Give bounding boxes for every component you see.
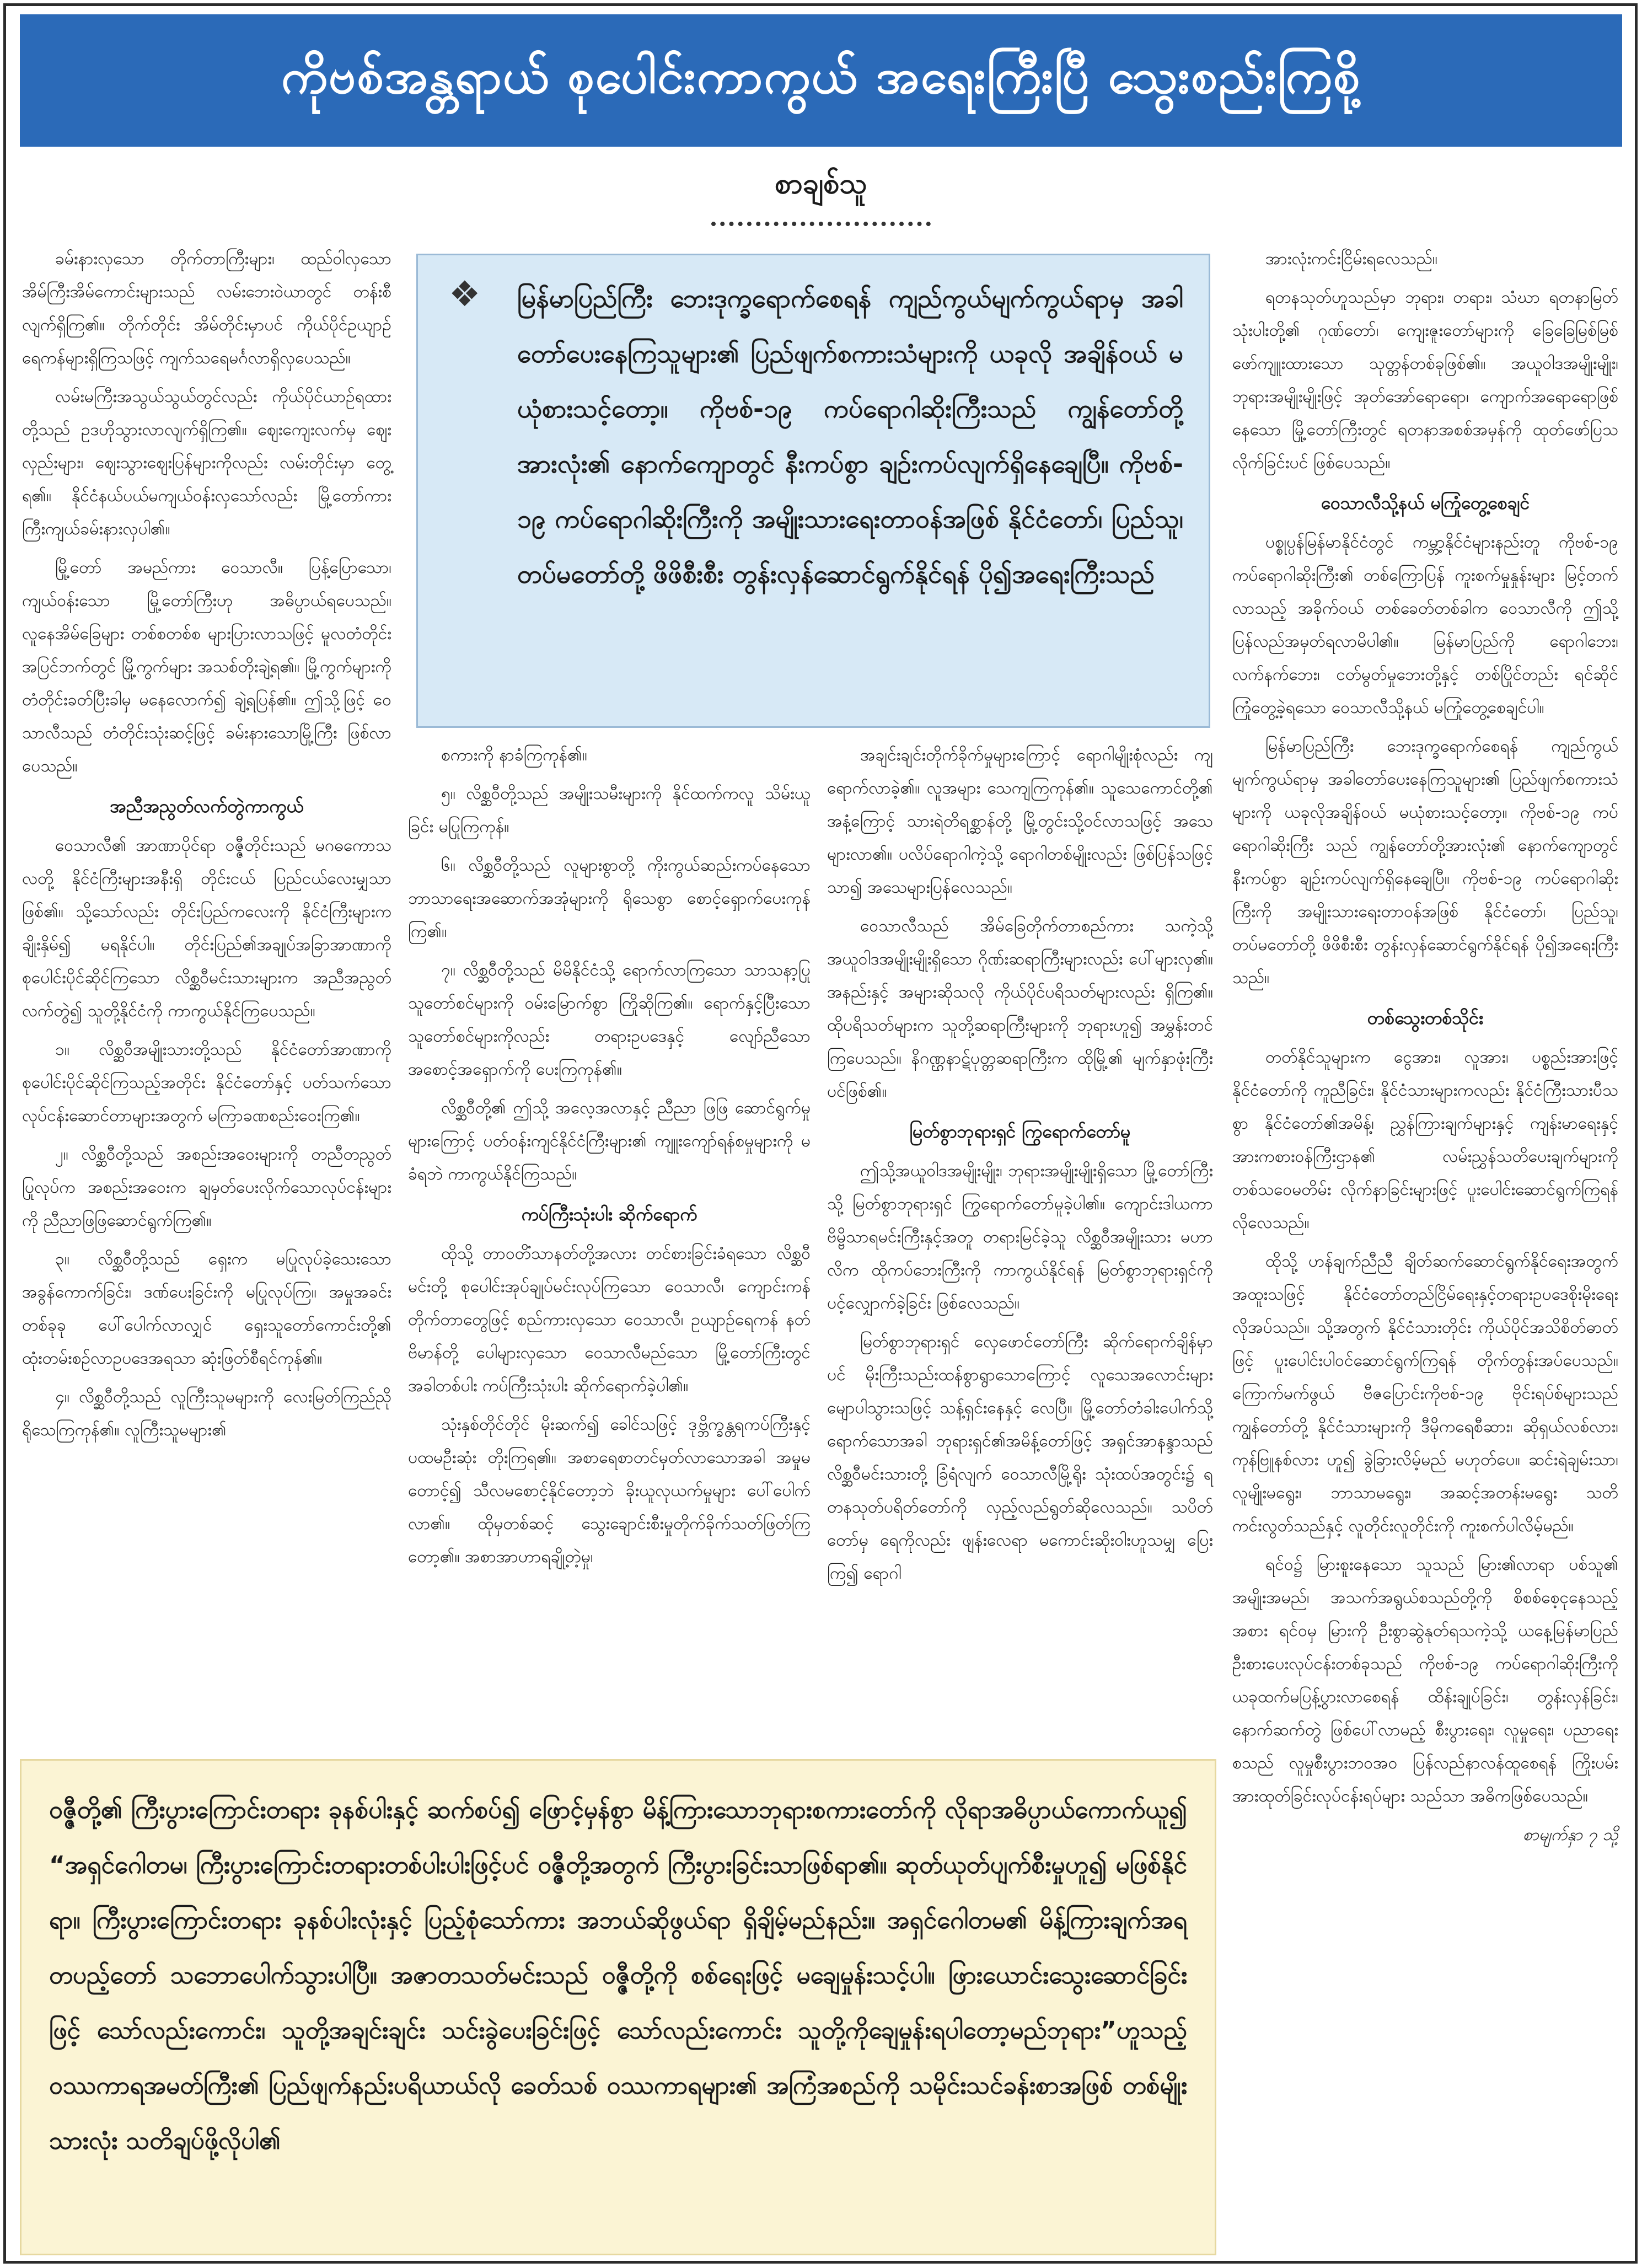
paragraph: ၄။ လိစ္ဆဝီတို့သည် လူကြီးသူမများကို လေးမြတ်ကြည်ညိုရိုသေကြကုန်၏။ လူကြီးသူမများ၏ bbox=[22, 1387, 391, 1440]
title-banner bbox=[20, 14, 1622, 147]
paragraph: အားလုံးကင်းငြိမ်းရလေသည်။ bbox=[1265, 249, 1438, 269]
left-column bbox=[22, 243, 391, 1452]
middle-column-2 bbox=[827, 739, 1213, 1596]
paragraph: စကားကို နာခံကြကုန်၏။ bbox=[441, 746, 587, 765]
paragraph: ၅။ လိစ္ဆဝီတို့သည် အမျိုးသမီးများကို နိုင်ထက်ကလူ သိမ်းယူခြင်း မပြုကြကုန်။ bbox=[408, 784, 811, 837]
paragraph: ၆။ လိစ္ဆဝီတို့သည် လူများစွာတို့ ကိုးကွယ်ဆည်းကပ်နေသော ဘာသာရေးအဆောက်အအုံများကို ရိုသေစွာ စောင့်ရှောက်ပေးကုန်ကြ၏။ bbox=[408, 856, 811, 941]
byline-dots bbox=[711, 215, 931, 226]
section-heading: မြတ်စွာဘုရားရှင် ကြွရောက်တော်မူ bbox=[909, 1121, 1131, 1142]
paragraph: ၂။ လိစ္ဆဝီတို့သည် အစည်းအဝေးများကို တညီတညွတ်ပြုလုပ်က အစည်းအဝေးက ချမှတ်ပေးလိုက်သောလုပ်ငန်းများကို ညီညာဖြဖြဆောင်ရွက်ကြ၏။ bbox=[22, 1145, 391, 1230]
paragraph: ၁။ လိစ္ဆဝီအမျိုးသားတို့သည် နိုင်ငံတော်အာဏာကို စုပေါင်းပိုင်ဆိုင်ကြသည့်အတိုင်း နိုင်ငံတော်နှင့် ပတ်သက်သော လုပ်ငန်းဆောင်တာများအတွက် မကြာခဏစည်းဝေးကြ၏။ bbox=[22, 1040, 391, 1125]
paragraph: လမ်းမကြီးအသွယ်သွယ်တွင်လည်း ကိုယ်ပိုင်ယာဉ်ရထားတို့သည် ဥဒဟိုသွားလာလျက်ရှိကြ၏။ ဈေးကျေးလက်မှ ဈေးလှည်းများ၊ ဈေးသွားဈေးပြန်များကိုလည်း လမ်းတိုင်းမှာ တွေ့ရ၏။ နိုင်ငံနယ်ပယ်မကျယ်ဝန်းလှသော်လည်း မြို့တော်ကား ကြီးကျယ်ခမ်းနားလှပါ၏။ bbox=[22, 387, 391, 539]
paragraph: ထိုသို့ တာဝတိံသာနတ်တို့အလား တင်စားခြင်းခံရသော လိစ္ဆဝီမင်းတို့ စုပေါင်းအုပ်ချုပ်မင်းလုပ်ကြသော ဝေသာလီ၊ ကျောင်းကန်တိုက်တာတွေဖြင့် စည်ကားလှသော ဝေသာလီ၊ ဥယျာဉ်ရေကန် နတ်ဗိမာန်တို့ ပေါများလှသော ဝေသာလီမည်သော မြို့တော်ကြီးတွင် အခါတစ်ပါး ကပ်ကြီးသုံးပါး ဆိုက်ရောက်ခဲ့ပါ၏။ bbox=[408, 1244, 811, 1396]
diamond-bullet-icon: ❖ bbox=[449, 274, 481, 315]
paragraph: သုံးနှစ်တိုင်တိုင် မိုးဆက်၍ ခေါင်သဖြင့် ဒုဗ္ဘိက္ခန္တရကပ်ကြီးနှင့် ပထမဦးဆုံး တိုးကြရ၏။ အစာရေစာတင်မှတ်လာသောအခါ အမှုမတောင့်၍ သီလမစောင့်နိုင်တော့ဘဲ ခိုးယူလုယက်မှုများ ပေါ်ပေါက်လာ၏။ ထိုမှတစ်ဆင့် သွေးချောင်းစီးမှုတိုက်ခိုက်သတ်ဖြတ်ကြတော့၏။ အစာအာဟာရချို့တဲ့မှု၊ bbox=[408, 1415, 811, 1567]
quote-box bbox=[20, 1759, 1216, 2255]
lead-text: မြန်မာပြည်ကြီး ဘေးဒုက္ခရောက်စေရန် ကျည်ကွယ်မျက်ကွယ်ရာမှ အခါတော်ပေးနေကြသူများ၏ ပြည်ဖျက်စကားသံများကို ယခုလို အချိန်ဝယ် မယုံစားသင့်တော့။ ကိုဗစ်-၁၉ ကပ်ရောဂါဆိုးကြီးသည် ကျွန်တော်တို့အားလုံး၏ နောက်ကျောတွင် နီးကပ်စွာ ချဉ်းကပ်လျက်ရှိနေချေပြီ။ ကိုဗစ်- ၁၉ ကပ်ရောဂါဆိုးကြီးကို အမျိုးသားရေးတာဝန်အဖြစ် နိုင်ငံတော်၊ ပြည်သူ၊ တပ်မတော်တို့ ဖိဖိစီးစီး တွန်းလှန်ဆောင်ရွက်နိုင်ရန် ပို၍အရေးကြီးသည် bbox=[517, 283, 1183, 589]
byline: စာချစ်သူ bbox=[775, 167, 867, 200]
paragraph: ဤသို့အယူဝါဒအမျိုးမျိုး၊ ဘုရားအမျိုးမျိုးရှိသော မြို့တော်ကြီးသို့ မြတ်စွာဘုရားရှင် ကြွရောက်တော်မူခဲ့ပါ၏။ ကျောင်းဒါယကာ ဗိမ္ဗိသာရမင်းကြီးနှင့်အတူ တရားမြင်ခဲ့သူ လိစ္ဆဝီအမျိုးသား မဟာလိက ထိုကပ်ဘေးကြီးကို ကာကွယ်နိုင်ရန် မြတ်စွာဘုရားရှင်ကို ပင့်လျှောက်ခဲ့ခြင်း ဖြစ်လေသည်။ bbox=[827, 1161, 1213, 1313]
paragraph: မြတ်စွာဘုရားရှင် လှေဖောင်တော်ကြီး ဆိုက်ရောက်ချိန်မှာပင် မိုးကြီးသည်းထန်စွာရွာသောကြောင့် လူသေအလောင်းများ မျောပါသွားသဖြင့် သန့်ရှင်းနေနှင့် လေပြီ။ မြို့တော်တံခါးပေါက်သို့ ရောက်သောအခါ ဘုရားရှင်၏အမိန့်တော်ဖြင့် အရှင်အာနန္ဒာသည် လိစ္ဆဝီမင်းသားတို့ ခြံရံလျက် ဝေသာလီမြို့ရိုး သုံးထပ်အတွင်း၌ ရတနသုတ်ပရိတ်တော်ကို လှည့်လည်ရွတ်ဆိုလေသည်။ သပိတ်တော်မှ ရေကိုလည်း ဖျန်းလေရာ မကောင်းဆိုးဝါးဟူသမျှ ပြေးကြ၍ ရောဂါ bbox=[827, 1332, 1213, 1583]
paragraph: ဝေသာလီ၏ အာဏာပိုင်ရာ ဝဇ္ဇီတိုင်းသည် မဂဓကောသလတို့ နိုင်ငံကြီးများအနီးရှိ တိုင်းငယ် ပြည်ငယ်လေးမျှသာ ဖြစ်၏။ သို့သော်လည်း တိုင်းပြည်ကလေးကို နိုင်ငံကြီးများက ချိုးနှိမ်၍ မရနိုင်ပါ။ တိုင်းပြည်၏အချုပ်အခြာအာဏာကို စုပေါင်းပိုင်ဆိုင်ကြသော လိစ္ဆဝီမင်းသားများက အညီအညွတ်လက်တွဲ၍ သူတို့နိုင်ငံကို ကာကွယ်နိုင်ကြပေသည်။ bbox=[22, 836, 391, 1021]
section-heading: တစ်သွေးတစ်သိုင်း bbox=[1367, 1007, 1484, 1028]
paragraph: လိစ္ဆဝီတို့၏ ဤသို့ အလေ့အလာနှင့် ညီညာ ဖြဖြ ဆောင်ရွက်မှုများကြောင့် ပတ်ဝန်းကျင်နိုင်ငံကြီးများ၏ ကျူးကျော်ရန်စမှုများကို မခံရဘဲ ကာကွယ်နိုင်ကြသည်။ bbox=[408, 1098, 811, 1184]
paragraph: ၃။ လိစ္ဆဝီတို့သည် ရှေးက မပြုလုပ်ခဲ့သေးသော အခွန်ကောက်ခြင်း၊ ဒဏ်ပေးခြင်းကို မပြုလုပ်ကြ။ အမှုအခင်းတစ်ခုခု ပေါ်ပေါက်လာလျှင် ရှေးသူတော်ကောင်းတို့၏ ထုံးတမ်းစဉ်လာဥပဒေအရသာ ဆုံးဖြတ်စီရင်ကုန်၏။ bbox=[22, 1250, 391, 1368]
paragraph: တတ်နိုင်သူများက ငွေအား၊ လူအား၊ ပစ္စည်းအားဖြင့် နိုင်ငံတော်ကို ကူညီခြင်း၊ နိုင်ငံသားများကလည်း နိုင်ငံကြီးသားပီသစွာ နိုင်ငံတော်၏အမိန့်၊ ညွှန်ကြားချက်များနှင့် ကျန်းမာရေးနှင့် အားကစားဝန်ကြီးဌာန၏ လမ်းညွှန်သတိပေးချက်များကို တစ်သဝေမတိမ်း လိုက်နာခြင်းများဖြင့် ပူးပေါင်းဆောင်ရွက်ကြရန် လိုလေသည်။ bbox=[1232, 1048, 1618, 1232]
paragraph: ရင်ဝ၌ မြားစူးနေသော သူသည် မြား၏လာရာ ပစ်သူ၏ အမျိုးအမည်၊ အသက်အရွယ်စသည်တို့ကို စိစစ်စေ့ငုနေသည့်အစား ရင်ဝမှ မြားကို ဦးစွာဆွဲနုတ်ရသကဲ့သို့ ယနေ့မြန်မာပြည် ဦးစားပေးလုပ်ငန်းတစ်ခုသည် ကိုဗစ်-၁၉ ကပ်ရောဂါဆိုးကြီးကို ယခုထက်မပြန့်ပွားလာစေရန် ထိန်းချုပ်ခြင်း၊ တွန်းလှန်ခြင်း၊ နောက်ဆက်တွဲ ဖြစ်ပေါ်လာမည့် စီးပွားရေး၊ လူမှုရေး၊ ပညာရေးစသည် လူမှုစီးပွားဘဝအဝ ပြန်လည်နာလန်ထူစေရန် ကြိုးပမ်းအားထုတ်ခြင်းလုပ်ငန်းရပ်များ သည်သာ အဓိကဖြစ်ပေသည်။ bbox=[1232, 1555, 1618, 1806]
paragraph: ဝေသာလီသည် အိမ်ခြေတိုက်တာစည်ကား သကဲ့သို့ အယူဝါဒအမျိုးမျိုးရှိသော ဂိုဏ်းဆရာကြီးများလည်း ပေါ်များလှ၏။ အနည်းနှင့် အများဆိုသလို ကိုယ်ပိုင်ပရိသတ်များလည်း ရှိကြ၏။ ထိုပရိသတ်များက သူတို့ဆရာကြီးများကို ဘုရားဟူ၍ အမွှန်းတင်ကြပေသည်။ နိဂဏ္ဌနာဋ်ပုတ္တဆရာကြီးက ထိုမြို့၏ မျက်နှာဖုံးကြီးပင်ဖြစ်၏။ bbox=[827, 916, 1213, 1101]
paragraph: ပစ္စုပ္ပန်မြန်မာနိုင်ငံတွင် ကမ္ဘာ့နိုင်ငံများနည်းတူ ကိုဗစ်-၁၉ ကပ်ရောဂါဆိုးကြီး၏ တစ်ကြောပြန် ကူးစက်မှုနှုန်းများ မြင့်တက်လာသည့် အခိုက်ဝယ် တစ်ခေတ်တစ်ခါက ဝေသာလီကို ဤသို့ ပြန်လည်အမှတ်ရလာမိပါ၏။ မြန်မာပြည်ကို ရောဂါဘေး၊ လက်နက်ဘေး၊ ငတ်မွတ်မှုဘေးတို့နှင့် တစ်ပြိုင်တည်း ရင်ဆိုင်ကြုံတွေ့ခဲ့ရသော ဝေသာလီသို့နယ် မကြုံတွေ့စေချင်ပါ။ bbox=[1232, 533, 1618, 717]
paragraph: ခမ်းနားလှသော တိုက်တာကြီးများ၊ ထည်ဝါလှသော အိမ်ကြီးအိမ်ကောင်းများသည် လမ်းဘေးဝဲယာတွင် တန်းစီလျက်ရှိကြ၏။ တိုက်တိုင်း အိမ်တိုင်းမှာပင် ကိုယ်ပိုင်ဥယျာဉ် ရေကန်များရှိကြသဖြင့် ကျက်သရေမင်္ဂလာရှိလှပေသည်။ bbox=[22, 249, 391, 368]
lead-box bbox=[416, 254, 1210, 728]
paragraph: ထိုသို့ ဟန်ချက်ညီညီ ချိတ်ဆက်ဆောင်ရွက်နိုင်ရေးအတွက် အထူးသဖြင့် နိုင်ငံတော်တည်ငြိမ်ရေးနှင့်တရားဥပဒေစိုးမိုးရေး လိုအပ်သည်။ သို့အတွက် နိုင်ငံသားတိုင်း ကိုယ်ပိုင်အသိစိတ်ဓာတ်ဖြင့် ပူးပေါင်းပါဝင်ဆောင်ရွက်ကြရန် တိုက်တွန်းအပ်ပေသည်။ ကြောက်မက်ဖွယ် ဗီဇပြောင်းကိုဗစ်-၁၉ ဗိုင်းရပ်စ်များသည် ကျွန်တော်တို့ နိုင်ငံသားများကို ဒီမိုကရေစီဆား၊ ဆိုရှယ်လစ်လား၊ ကုန်ဗြူနစ်လား ဟူ၍ ခွဲခြားလိမ့်မည် မဟုတ်ပေ။ ဆင်းရဲချမ်းသာ၊ လူမျိုးမရွေး၊ ဘာသာမရွေး၊ အဆင့်အတန်းမရွေး သတိကင်းလွတ်သည်နှင့် လူတိုင်းလူတိုင်းကို ကူးစက်ပါလိမ့်မည်။ bbox=[1232, 1252, 1618, 1536]
paragraph: ၇။ လိစ္ဆဝီတို့သည် မိမိနိုင်ငံသို့ ရောက်လာကြသော သာသနာ့ပြုသူတော်စင်များကို ဝမ်းမြောက်စွာ ကြိုဆိုကြ၏။ ရောက်နှင့်ပြီးသော သူတော်စင်များကိုလည်း တရားဥပဒေနှင့် လျော်ညီသော အစောင့်အရှောက်ကို ပေးကြကုန်၏။ bbox=[408, 961, 811, 1079]
quote-text: ဝဇ္ဇီတို့၏ ကြီးပွားကြောင်းတရား ခုနစ်ပါးနှင့် ဆက်စပ်၍ ဖြောင့်မှန်စွာ မိန့်ကြားသောဘုရားစကားတော်ကို လိုရာအဓိပ္ပာယ်ကောက်ယူ၍ “အရှင်ဂေါတမ၊ ကြီးပွားကြောင်းတရားတစ်ပါးပါးဖြင့်ပင် ဝဇ္ဇီတို့အတွက် ကြီးပွားခြင်းသာဖြစ်ရာ၏။ ဆုတ်ယုတ်ပျက်စီးမှုဟူ၍ မဖြစ်နိုင်ရာ။ ကြီးပွားကြောင်းတရား ခုနစ်ပါးလုံးနှင့် ပြည့်စုံသော်ကား အဘယ်ဆိုဖွယ်ရာ ရှိချိမ့်မည်နည်း။ အရှင်ဂေါတမ၏ မိန့်ကြားချက်အရ တပည့်တော် သဘောပေါက်သွားပါပြီ။ အဇာတသတ်မင်းသည် ဝဇ္ဇီတို့ကို စစ်ရေးဖြင့် မချေမှုန်းသင့်ပါ။ ဖြားယောင်းသွေးဆောင်ခြင်းဖြင့် သော်လည်းကောင်း၊ သူတို့အချင်းချင်း သင်းခွဲပေးခြင်းဖြင့် သော်လည်းကောင်း သူတို့ကိုချေမှုန်းရပါတော့မည်ဘုရား”ဟူသည့် ဝဿကာရအမတ်ကြီး၏ ပြည်ဖျက်နည်းပရိယာယ်လို ခေတ်သစ် ဝဿကာရများ၏ အကြံအစည်ကို သမိုင်းသင်ခန်းစာအဖြစ် တစ်မျိုးသားလုံး သတိချပ်ဖို့လိုပါ၏ bbox=[49, 1796, 1187, 2155]
section-heading: ဝေသာလီသို့နယ် မကြုံတွေ့စေချင် bbox=[1321, 492, 1530, 513]
continued-note: စာမျက်နှာ ၇ သို့ bbox=[1522, 1825, 1618, 1845]
middle-column-1 bbox=[408, 739, 811, 1579]
section-heading: အညီအညွတ်လက်တွဲကာကွယ် bbox=[110, 796, 304, 817]
paragraph: မြို့တော် အမည်ကား ဝေသာလီ။ ပြန့်ပြောသော၊ ကျယ်ဝန်းသော မြို့တော်ကြီးဟု အဓိပ္ပာယ်ရပေသည်။ လူနေအိမ်ခြေများ တစ်စတစ်စ များပြားလာသဖြင့် မူလတံတိုင်း အပြင်ဘက်တွင် မြို့ကွက်များ အသစ်တိုးချဲ့ရ၏။ မြို့ကွက်များကို တံတိုင်းခတ်ပြီးခါမှ မနေလောက်၍ ချဲ့ရပြန်၏။ ဤသို့ဖြင့် ဝေသာလီသည် တံတိုင်းသုံးဆင့်ဖြင့် ခမ်းနားသောမြို့ကြီး ဖြစ်လာပေသည်။ bbox=[22, 558, 391, 776]
paragraph: အချင်းချင်းတိုက်ခိုက်မှုများကြောင့် ရောဂါမျိုးစုံလည်း ကျရောက်လာခဲ့၏။ လူအများ သေကျကြကုန်၏။ သူသေကောင်တို့၏ အနံ့ကြောင့် သားရဲတိရစ္ဆာန်တို့ မြို့တွင်းသို့ဝင်လာသဖြင့် အသေများလာ၏။ ပလိပ်ရောဂါကဲ့သို့ ရောဂါတစ်မျိုးလည်း ဖြစ်ပြန်သဖြင့် သာ၍ အသေများပြန်လေသည်။ bbox=[827, 746, 1213, 897]
paragraph: ရတနသုတ်ဟူသည်မှာ ဘုရား၊ တရား၊ သံဃာ ရတနာမြတ်သုံးပါးတို့၏ ဂုဏ်တော်၊ ကျေးဇူးတော်များကို ခြေခြေမြစ်မြစ်ဖော်ကျူးထားသော သုတ္တန်တစ်ခုဖြစ်၏။ အယူဝါဒအမျိုးမျိုး၊ ဘုရားအမျိုးမျိုးဖြင့် အုတ်အော်ရောရော၊ ကျောက်အရောရောဖြစ်နေသော မြို့တော်ကြီးတွင် ရတနာအစစ်အမှန်ကို ထုတ်ဖော်ပြသလိုက်ခြင်းပင် ဖြစ်ပေသည်။ bbox=[1232, 288, 1618, 473]
right-column bbox=[1232, 243, 1618, 1852]
article-title: ကိုဗစ်အန္တရာယ် စုပေါင်းကာကွယ် အရေးကြီးပြီ သွေးစည်းကြစို့ bbox=[281, 49, 1361, 104]
section-heading: ကပ်ကြီးသုံးပါး ဆိုက်ရောက် bbox=[521, 1204, 697, 1225]
paragraph: မြန်မာပြည်ကြီး ဘေးဒုက္ခရောက်စေရန် ကျည်ကွယ်မျက်ကွယ်ရာမှ အခါတော်ပေးနေကြသူများ၏ ပြည်ဖျက်စကားသံများကို ယခုလိုအချိန်ဝယ် မယုံစားသင့်တော့။ ကိုဗစ်-၁၉ ကပ်ရောဂါဆိုးကြီး သည် ကျွန်တော်တို့အားလုံး၏ နောက်ကျောတွင် နီးကပ်စွာ ချဉ်းကပ်လျက်ရှိနေချေပြီ။ ကိုဗစ်-၁၉ ကပ်ရောဂါဆိုးကြီးကို အမျိုးသားရေးတာဝန်အဖြစ် နိုင်ငံတော်၊ ပြည်သူ၊ တပ်မတော်တို့ ဖိဖိစီးစီး တွန်းလှန်ဆောင်ရွက်နိုင်ရန် ပို၍အရေးကြီးသည်။ bbox=[1232, 737, 1618, 988]
